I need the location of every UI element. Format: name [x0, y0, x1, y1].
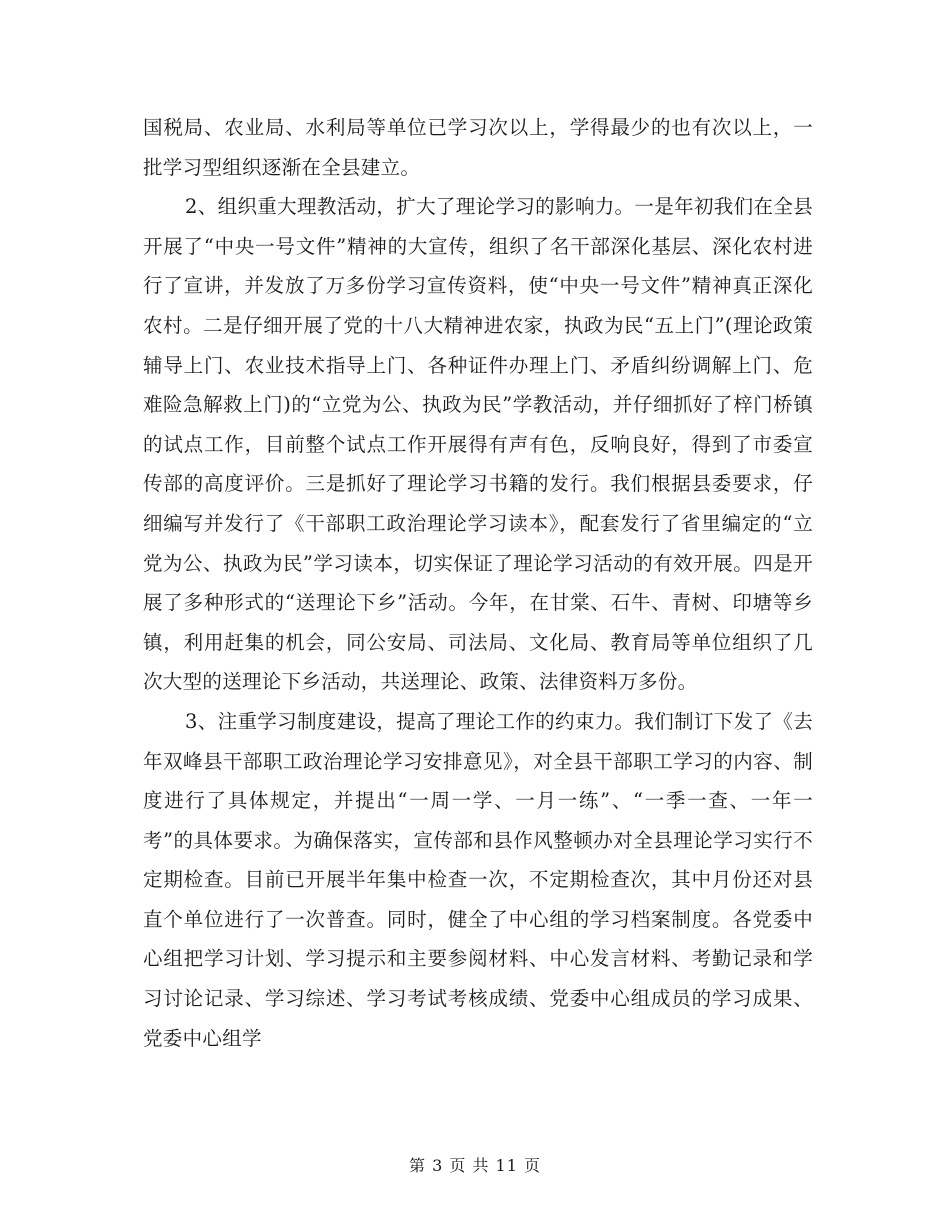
paragraph-1: 国税局、农业局、水利局等单位已学习次以上，学得最少的也有次以上，一批学习型组织逐渐在全县建立。 — [143, 116, 813, 179]
page-number-footer: 第 3 页 共 11 页 — [409, 1156, 541, 1175]
paragraph-3: 3、注重学习制度建设，提高了理论工作的约束力。我们制订下发了《去年双峰县干部职工政治理论学习安排意见》，对全县干部职工学习的内容、制度进行了具体规定，并提出“一周一学、一月一练”、“一季一查、一年一考”的具体要求。为确保落实，宣传部和县作风整顿办对全县理论学习实行不定期检查。目前已开展半年集中检查一次，不定期检查次，其中月份还对县直个单位进行了一次普查。同时，健全了中心组的学习档案制度。各党委中心组把学习计划、学习提示和主要参阅材料、中心发言材料、考勤记录和学习讨论记录、学习综述、学习考试考核成绩、党委中心组成员的学习成果、党委中心组学 — [143, 709, 813, 1050]
paragraph-2: 2、组织重大理教活动，扩大了理论学习的影响力。一是年初我们在全县开展了“中央一号文件”精神的大宣传，组织了名干部深化基层、深化农村进行了宣讲，并发放了万多份学习宣传资料，使“中央一号文件”精神真正深化农村。二是仔细开展了党的十八大精神进农家，执政为民“五上门”(理论政策辅导上门、农业技术指导上门、各种证件办理上门、矛盾纠纷调解上门、危难险急解救上门)的“立党为公、执政为民”学教活动，并仔细抓好了梓门桥镇的试点工作，目前整个试点工作开展得有声有色，反响良好，得到了市委宣传部的高度评价。三是抓好了理论学习书籍的发行。我们根据县委要求，仔细编写并发行了《干部职工政治理论学习读本》，配套发行了省里编定的“立党为公、执政为民”学习读本，切实保证了理论学习活动的有效开展。四是开展了多种形式的“送理论下乡”活动。今年，在甘棠、石牛、青树、印塘等乡镇，利用赶集的机会，同公安局、司法局、文化局、教育局等单位组织了几次大型的送理论下乡活动，共送理论、政策、法律资料万多份。 — [143, 195, 813, 694]
document-body — [143, 108, 813, 1058]
